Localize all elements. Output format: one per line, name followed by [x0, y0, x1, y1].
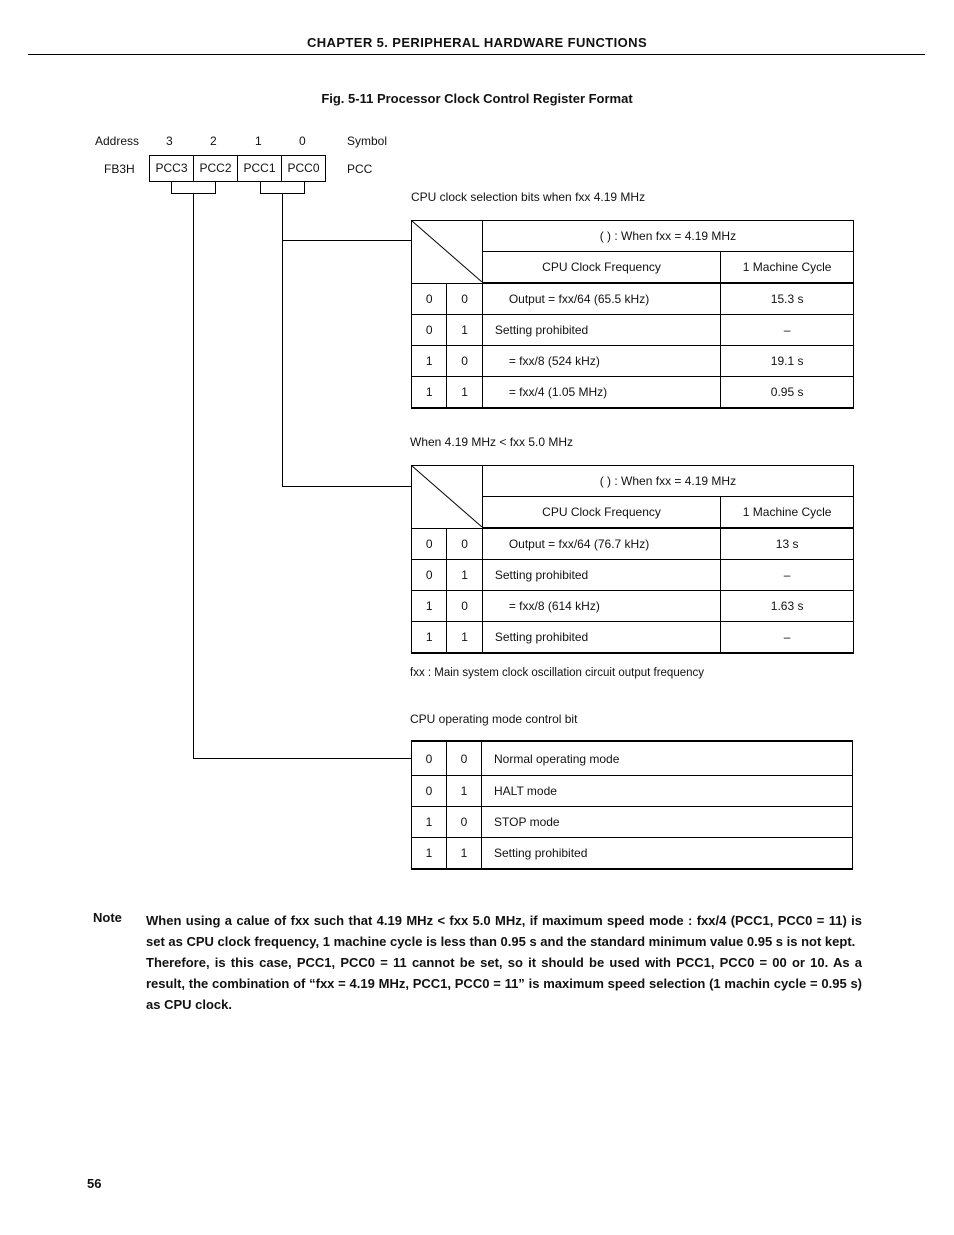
bit-cell: 1 — [447, 560, 482, 591]
clock-table-2 — [411, 465, 854, 654]
mode-cell: STOP mode — [482, 807, 853, 838]
symbol-label: Symbol — [347, 134, 388, 148]
table-row — [412, 346, 854, 377]
bit-cell: 1 — [447, 776, 482, 807]
address-label: Address — [95, 134, 140, 148]
note-paragraph-2: Therefore, is this case, PCC1, PCC0 = 11 cannot be set, so it should be used with PCC1, PCC0 = 00 or 10. As a result, the combination of “fxx = 4.19 MHz, PCC1, PCC0 = 11” is maximum speed selection (1 machin cycle = 0.95 s) as CPU clock. — [146, 955, 862, 1012]
bit-cell: 1 — [412, 377, 447, 409]
cycle-cell: – — [721, 315, 854, 346]
diagonal-header-cell — [412, 466, 483, 529]
clock-table-1 — [411, 220, 854, 409]
mode-table — [411, 740, 853, 870]
bit-cell: 1 — [412, 591, 447, 622]
bit-cell: 0 — [447, 807, 482, 838]
bit-cell: 0 — [412, 776, 447, 807]
cycle-cell: 13 s — [721, 528, 854, 560]
connector-line-clock — [282, 193, 283, 487]
mode-cell: Normal operating mode — [482, 741, 853, 776]
bit-cell: 1 — [412, 622, 447, 654]
freq-cell: Setting prohibited — [482, 560, 720, 591]
bit-cell: 1 — [447, 377, 482, 409]
bit-cell: 0 — [447, 591, 482, 622]
fxx-definition: fxx : Main system clock oscillation circuit output frequency — [410, 667, 705, 679]
bit-cell: 1 — [447, 838, 482, 870]
register-cell-pcc1: PCC1 — [237, 155, 282, 182]
diagonal-header-cell — [412, 221, 483, 284]
table-row — [412, 807, 853, 838]
bit-1-label: 1 — [255, 134, 262, 148]
connector-line-mode — [193, 193, 194, 759]
bit-cell: 0 — [412, 283, 447, 315]
table-row — [412, 776, 853, 807]
register-cells — [149, 155, 326, 181]
bit-cell: 0 — [412, 741, 447, 776]
table-row — [412, 560, 854, 591]
cycle-cell: 0.95 s — [721, 377, 854, 409]
figure-title: Fig. 5-11 Processor Clock Control Register Format — [321, 91, 633, 106]
bit-cell: 0 — [412, 528, 447, 560]
connector-line-clock — [282, 486, 412, 487]
mode-cell: HALT mode — [482, 776, 853, 807]
cycle-cell: 1.63 s — [721, 591, 854, 622]
bit-0-label: 0 — [299, 134, 306, 148]
note-paragraph-1: When using a calue of fxx such that 4.19 MHz < fxx 5.0 MHz, if maximum speed mode : fxx/4 (PCC1, PCC0 = 11) is set as CPU clock frequency, 1 machine cycle is less than 0.95 s and the standard minimum value 0.95 s is not kept. — [146, 913, 862, 949]
chapter-header: CHAPTER 5. PERIPHERAL HARDWARE FUNCTIONS — [306, 35, 648, 50]
bit-3-label: 3 — [166, 134, 173, 148]
connector-line-mode — [193, 758, 412, 759]
cycle-cell: – — [721, 560, 854, 591]
register-address: FB3H — [104, 162, 135, 176]
table-row — [412, 741, 853, 776]
bit-2-label: 2 — [210, 134, 217, 148]
bit-cell: 1 — [412, 807, 447, 838]
bit-cell: 1 — [447, 315, 482, 346]
table-row — [412, 838, 853, 870]
table-row — [412, 528, 854, 560]
bit-cell: 1 — [447, 622, 482, 654]
freq-cell: Output = fxx/64 (65.5 kHz) — [482, 283, 720, 315]
bit-cell: 0 — [447, 528, 482, 560]
freq-cell: Setting prohibited — [482, 622, 720, 654]
freq-cell: Output = fxx/64 (76.7 kHz) — [482, 528, 720, 560]
column-header-freq: CPU Clock Frequency — [482, 252, 720, 284]
bit-cell: 0 — [412, 560, 447, 591]
cycle-cell: 19.1 s — [721, 346, 854, 377]
section1-caption: CPU clock selection bits when fxx 4.19 MHz — [411, 190, 646, 204]
freq-cell: = fxx/8 (524 kHz) — [482, 346, 720, 377]
cycle-cell: 15.3 s — [721, 283, 854, 315]
bit-cell: 1 — [412, 838, 447, 870]
bit-cell: 1 — [412, 346, 447, 377]
freq-cell: = fxx/8 (614 kHz) — [482, 591, 720, 622]
table-row — [412, 591, 854, 622]
table-row — [412, 377, 854, 409]
register-symbol: PCC — [347, 162, 373, 176]
column-header-cycle: 1 Machine Cycle — [721, 497, 854, 529]
register-cell-pcc0: PCC0 — [281, 155, 326, 182]
register-cell-pcc2: PCC2 — [193, 155, 238, 182]
freq-cell: = fxx/4 (1.05 MHz) — [482, 377, 720, 409]
bit-cell: 0 — [447, 283, 482, 315]
column-header-cycle: 1 Machine Cycle — [721, 252, 854, 284]
bit-cell: 0 — [412, 315, 447, 346]
table-row — [412, 283, 854, 315]
table-row — [412, 315, 854, 346]
header-rule — [28, 54, 925, 55]
section2-caption: When 4.19 MHz < fxx 5.0 MHz — [410, 435, 574, 449]
cycle-cell: – — [721, 622, 854, 654]
table-header-top: ( ) : When fxx = 4.19 MHz — [482, 221, 853, 252]
bit-cell: 0 — [447, 346, 482, 377]
section3-caption: CPU operating mode control bit — [410, 712, 578, 726]
mode-cell: Setting prohibited — [482, 838, 853, 870]
connector-line-clock — [282, 240, 412, 241]
bit-cell: 0 — [447, 741, 482, 776]
note-body — [146, 910, 862, 1015]
page-number: 56 — [87, 1176, 102, 1191]
table-header-top: ( ) : When fxx = 4.19 MHz — [482, 466, 853, 497]
table-row — [412, 622, 854, 654]
note-label: Note — [93, 910, 122, 925]
column-header-freq: CPU Clock Frequency — [482, 497, 720, 529]
freq-cell: Setting prohibited — [482, 315, 720, 346]
register-cell-pcc3: PCC3 — [149, 155, 194, 182]
